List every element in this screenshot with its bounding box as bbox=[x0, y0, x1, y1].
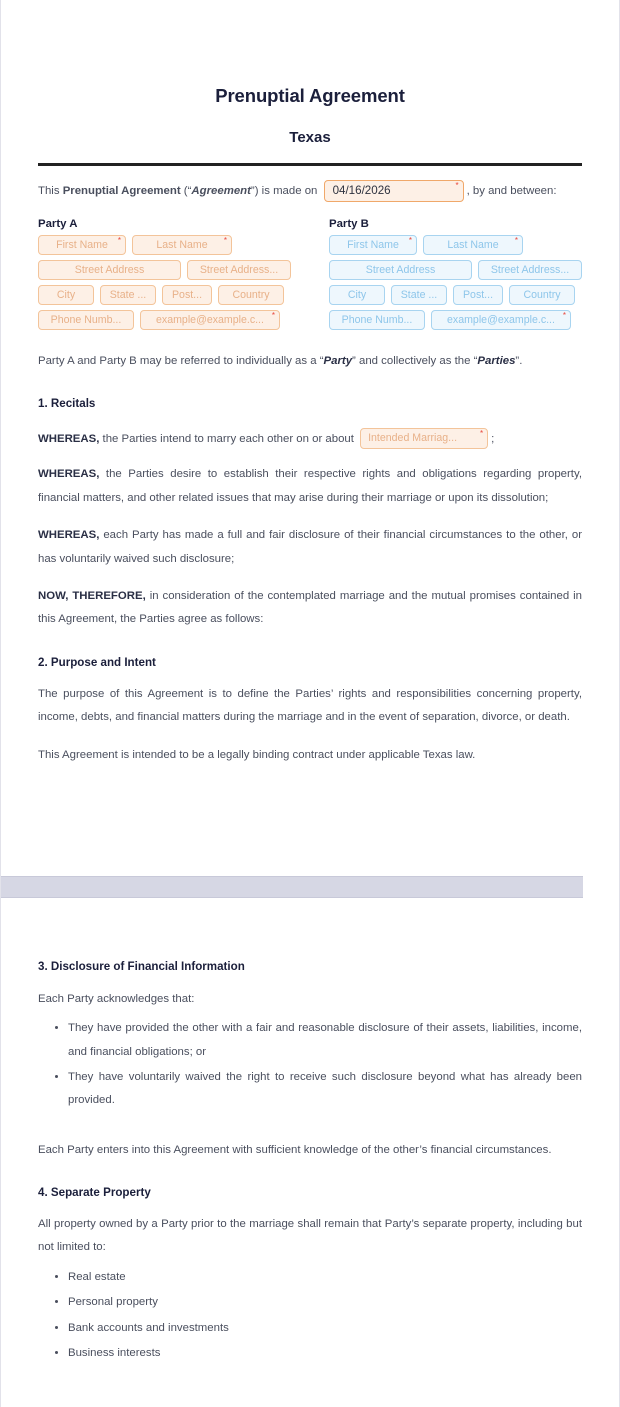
now-therefore-bold: NOW, THEREFORE, bbox=[38, 589, 146, 602]
placeholder-text: Last Name bbox=[156, 239, 208, 251]
parties-def-part1: Party A and Party B may be referred to individually as a “ bbox=[38, 355, 324, 367]
parties-def-part3: ”. bbox=[515, 355, 523, 367]
required-asterisk-icon: * bbox=[117, 236, 121, 245]
placeholder-text: First Name bbox=[56, 239, 108, 251]
placeholder-text: State ... bbox=[400, 289, 438, 301]
party-a-phone-input[interactable] bbox=[38, 310, 134, 330]
intro-text-before: This bbox=[38, 184, 63, 197]
party-a-country-input[interactable] bbox=[218, 285, 284, 305]
party-a-locality-row bbox=[38, 285, 291, 305]
whereas-1-text: the Parties intend to marry each other on or about bbox=[99, 432, 358, 445]
parties-def-em1: Party bbox=[323, 355, 353, 367]
party-b-state-input[interactable] bbox=[391, 285, 447, 305]
party-b-name-row bbox=[329, 235, 582, 255]
list-item: • They have voluntarily waived the right to receive such disclosure beyond what has already been provided. bbox=[68, 1066, 582, 1113]
title-divider bbox=[38, 163, 582, 166]
document-page-2 bbox=[1, 898, 619, 1407]
whereas-3-text: each Party has made a full and fair disclosure of their financial circumstances to the other, or has voluntarily waived such disclosure; bbox=[38, 529, 582, 565]
required-asterisk-icon: * bbox=[562, 311, 566, 320]
intro-quote-close: ”) is made on bbox=[250, 184, 321, 197]
parties-def-em2: Parties bbox=[477, 355, 516, 367]
placeholder-text: State ... bbox=[109, 289, 147, 301]
party-b-locality-row bbox=[329, 285, 582, 305]
party-b-block bbox=[329, 218, 582, 335]
placeholder-text: example@example.c... bbox=[447, 314, 555, 326]
page-title: Prenuptial Agreement bbox=[215, 85, 405, 106]
party-b-first-name-input[interactable] bbox=[329, 235, 417, 255]
list-item: • They have provided the other with a fair and reasonable disclosure of their assets, liabilities, income, and financial obligations; or bbox=[68, 1017, 582, 1064]
intro-text-after: , by and between: bbox=[466, 184, 557, 197]
party-a-street-address-1-input[interactable] bbox=[38, 260, 181, 280]
placeholder-text: Post... bbox=[462, 289, 494, 301]
placeholder-text: Phone Numb... bbox=[341, 314, 413, 326]
parties-definition-paragraph bbox=[38, 350, 582, 373]
intended-marriage-date-input[interactable] bbox=[360, 428, 488, 449]
party-a-label: Party A bbox=[38, 218, 78, 230]
agreement-intro-line bbox=[38, 180, 582, 202]
party-a-city-input[interactable] bbox=[38, 285, 94, 305]
required-asterisk-icon: * bbox=[223, 236, 227, 245]
party-a-last-name-input[interactable] bbox=[132, 235, 232, 255]
list-item: • Bank accounts and investments bbox=[68, 1317, 582, 1340]
whereas-2-text: the Parties desire to establish their respective rights and obligations regarding property, financial matters, and other related issues that may arise during their marriage or upon its dissolution; bbox=[38, 468, 582, 504]
whereas-marriage-date-line bbox=[38, 428, 582, 449]
party-a-block bbox=[38, 218, 291, 335]
party-b-postal-code-input[interactable] bbox=[453, 285, 503, 305]
party-a-name-row bbox=[38, 235, 291, 255]
placeholder-text: Street Address bbox=[74, 264, 145, 276]
party-b-label: Party B bbox=[329, 218, 369, 230]
list-item: • Personal property bbox=[68, 1291, 582, 1314]
intro-bold-term: Prenuptial Agreement bbox=[62, 184, 181, 197]
placeholder-text: Intended Marriag... bbox=[368, 432, 458, 445]
party-a-state-input[interactable] bbox=[100, 285, 156, 305]
whereas-2-bold: WHEREAS, bbox=[38, 468, 100, 481]
list-item: • Real estate bbox=[68, 1266, 582, 1289]
disclosure-closing: Each Party enters into this Agreement with sufficient knowledge of the other’s financial circumstances. bbox=[38, 1143, 552, 1156]
placeholder-text: Country bbox=[523, 289, 561, 301]
placeholder-text: First Name bbox=[347, 239, 399, 251]
required-asterisk-icon: * bbox=[455, 181, 459, 190]
whereas-3-paragraph bbox=[38, 524, 582, 571]
party-b-city-input[interactable] bbox=[329, 285, 385, 305]
whereas-1-bold: WHEREAS, bbox=[38, 432, 100, 445]
party-b-last-name-input[interactable] bbox=[423, 235, 523, 255]
purpose-paragraph-2: This Agreement is intended to be a legally binding contract under applicable Texas law. bbox=[38, 749, 476, 762]
placeholder-text: example@example.c... bbox=[156, 314, 264, 326]
purpose-paragraph-1: The purpose of this Agreement is to define the Parties’ rights and responsibilities concerning property, income, debts, and financial matters during the marriage and in the event of separation, divorce, or death. bbox=[38, 687, 582, 723]
section-heading-disclosure: 3. Disclosure of Financial Information bbox=[38, 959, 245, 973]
page-break-separator bbox=[0, 876, 583, 898]
placeholder-text: Country bbox=[232, 289, 270, 301]
party-a-street-address-2-input[interactable] bbox=[187, 260, 291, 280]
whereas-1-text-after: ; bbox=[491, 432, 495, 445]
intro-quote-open: (“ bbox=[180, 184, 192, 197]
party-a-postal-code-input[interactable] bbox=[162, 285, 212, 305]
section-heading-separate-property: 4. Separate Property bbox=[38, 1186, 151, 1199]
party-b-email-input[interactable] bbox=[431, 310, 571, 330]
placeholder-text: Street Address bbox=[365, 264, 436, 276]
party-a-email-input[interactable] bbox=[140, 310, 280, 330]
whereas-3-bold: WHEREAS, bbox=[38, 529, 100, 542]
agreement-date-input[interactable] bbox=[324, 180, 464, 202]
party-b-country-input[interactable] bbox=[509, 285, 575, 305]
parties-section bbox=[38, 218, 582, 335]
party-b-phone-input[interactable] bbox=[329, 310, 425, 330]
party-a-first-name-input[interactable] bbox=[38, 235, 126, 255]
party-a-contact-row bbox=[38, 310, 291, 330]
section-heading-purpose: 2. Purpose and Intent bbox=[38, 655, 156, 669]
party-b-street-address-1-input[interactable] bbox=[329, 260, 472, 280]
placeholder-text: City bbox=[56, 289, 76, 301]
now-therefore-text: in consideration of the contemplated marriage and the mutual promises contained in this Agreement, the Parties agree as follows: bbox=[38, 589, 583, 626]
party-a-street-row bbox=[38, 260, 291, 280]
placeholder-text: Street Address... bbox=[199, 264, 279, 276]
page-subtitle: Texas bbox=[289, 129, 331, 146]
party-b-street-address-2-input[interactable] bbox=[478, 260, 582, 280]
placeholder-text: City bbox=[347, 289, 367, 301]
separate-property-bullet-list bbox=[38, 1266, 582, 1366]
required-asterisk-icon: * bbox=[408, 236, 412, 245]
intro-italic-term: Agreement bbox=[191, 184, 251, 197]
placeholder-text: Last Name bbox=[447, 239, 499, 251]
required-asterisk-icon: * bbox=[514, 236, 518, 245]
page-1-bottom-spacer bbox=[38, 768, 582, 868]
section-heading-recitals: 1. Recitals bbox=[38, 397, 96, 411]
document-page-1 bbox=[1, 0, 619, 876]
disclosure-intro: Each Party acknowledges that: bbox=[38, 992, 195, 1005]
placeholder-text: Phone Numb... bbox=[50, 314, 122, 326]
required-asterisk-icon: * bbox=[479, 429, 484, 439]
placeholder-text: Post... bbox=[171, 289, 203, 301]
party-b-contact-row bbox=[329, 310, 582, 330]
agreement-date-value: 04/16/2026 bbox=[332, 183, 391, 197]
separate-property-intro: All property owned by a Party prior to the marriage shall remain that Party’s separate property, including but not limited to: bbox=[38, 1218, 582, 1254]
party-b-street-row bbox=[329, 260, 582, 280]
whereas-2-paragraph bbox=[38, 463, 582, 510]
required-asterisk-icon: * bbox=[271, 311, 275, 320]
placeholder-text: Street Address... bbox=[490, 264, 570, 276]
list-item: • Business interests bbox=[68, 1342, 582, 1365]
now-therefore-paragraph bbox=[38, 585, 582, 632]
parties-def-part2: ” and collectively as the “ bbox=[352, 355, 478, 367]
disclosure-bullet-list bbox=[38, 1017, 582, 1113]
